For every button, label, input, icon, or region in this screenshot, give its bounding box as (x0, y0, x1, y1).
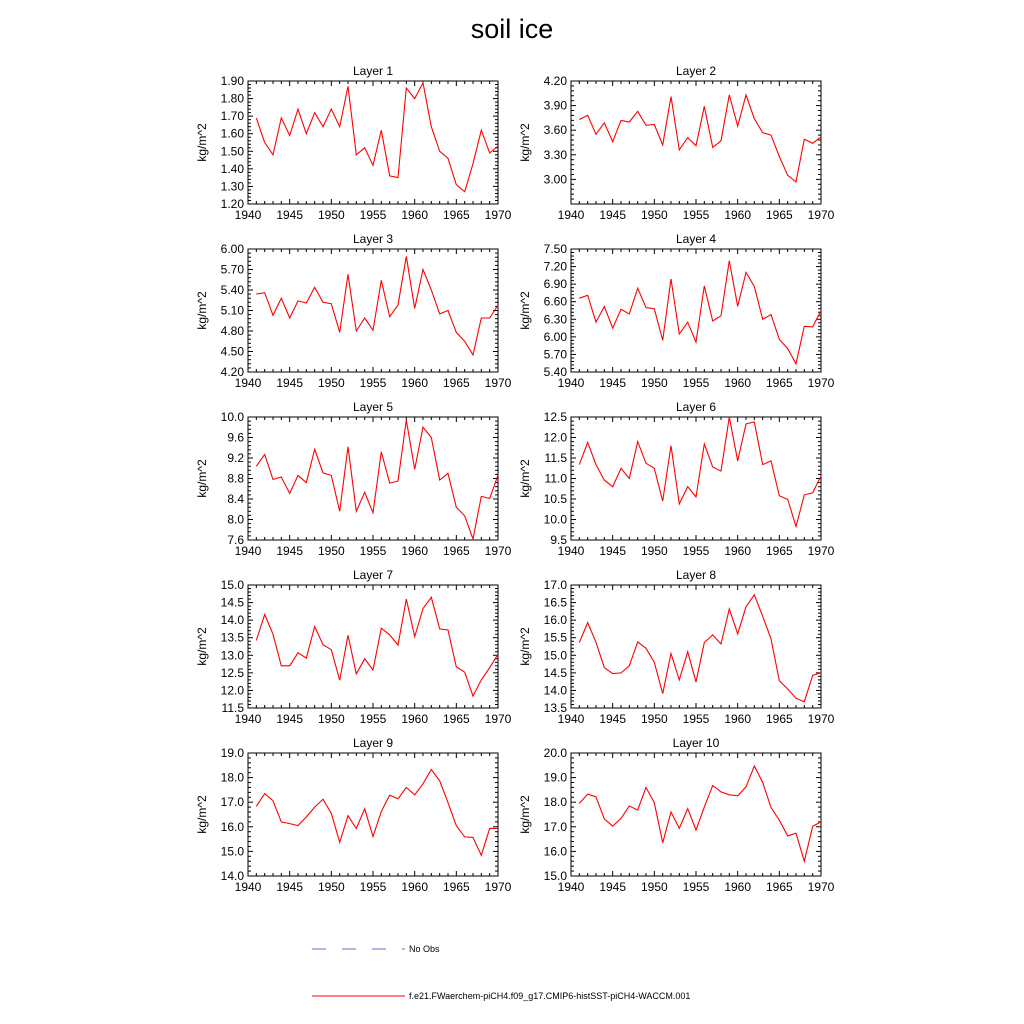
panel-title: Layer 7 (352, 568, 394, 582)
y-tick-label: 8.8 (227, 471, 244, 486)
x-tick-label: 1970 (807, 544, 835, 558)
x-tick-label: 1970 (807, 376, 835, 390)
x-tick-label: 1960 (401, 544, 429, 558)
plot-frame (571, 585, 821, 708)
y-tick-label: 16.5 (543, 595, 567, 610)
y-tick-label: 15.0 (220, 578, 244, 592)
panel-title: Layer 9 (352, 736, 394, 750)
x-tick-label: 1950 (317, 376, 345, 390)
y-tick-label: 1.80 (220, 91, 244, 106)
y-tick-label: 10.0 (543, 512, 567, 527)
y-tick-label: 5.70 (543, 347, 567, 362)
series-line (256, 83, 498, 192)
x-tick-label: 1940 (234, 208, 262, 222)
x-tick-label: 1940 (557, 208, 585, 222)
page-title: soil ice (470, 14, 554, 44)
x-tick-label: 1970 (484, 880, 512, 894)
x-tick-label: 1960 (401, 712, 429, 726)
y-tick-label: 6.00 (543, 329, 567, 344)
chart-panel-10 (518, 736, 835, 894)
x-tick-label: 1950 (640, 544, 668, 558)
x-tick-label: 1965 (442, 544, 470, 558)
y-tick-label: 7.6 (227, 533, 244, 547)
plot-frame (571, 249, 821, 372)
x-tick-label: 1950 (317, 712, 345, 726)
chart-panel-9 (195, 736, 512, 894)
y-axis-label: kg/m^2 (518, 795, 532, 834)
x-tick-label: 1965 (765, 544, 793, 558)
y-tick-label: 6.60 (543, 294, 567, 309)
x-tick-label: 1965 (765, 712, 793, 726)
y-tick-label: 4.50 (220, 344, 244, 359)
y-tick-label: 8.4 (227, 492, 244, 506)
x-tick-label: 1970 (807, 712, 835, 726)
y-tick-label: 17.0 (220, 795, 244, 810)
y-axis-label: kg/m^2 (518, 627, 532, 666)
legend-obs-label: No Obs (409, 944, 440, 954)
chart-panel-3 (195, 232, 512, 390)
x-tick-label: 1970 (484, 712, 512, 726)
y-tick-label: 1.30 (220, 179, 244, 194)
x-tick-label: 1965 (442, 376, 470, 390)
x-tick-label: 1955 (682, 712, 710, 726)
x-tick-label: 1950 (317, 880, 345, 894)
chart-panel-8 (518, 568, 835, 726)
y-tick-label: 9.6 (227, 430, 244, 445)
x-tick-label: 1970 (484, 208, 512, 222)
y-axis-label: kg/m^2 (195, 123, 209, 162)
y-tick-label: 4.80 (220, 324, 244, 338)
y-tick-label: 14.5 (220, 595, 244, 610)
y-tick-label: 15.0 (543, 648, 567, 663)
x-tick-label: 1955 (359, 544, 387, 558)
y-tick-label: 12.0 (543, 430, 567, 445)
x-tick-label: 1955 (359, 880, 387, 894)
y-tick-label: 17.0 (543, 819, 567, 834)
x-tick-label: 1945 (276, 712, 304, 726)
x-tick-label: 1945 (276, 208, 304, 222)
y-tick-label: 14.0 (220, 869, 244, 883)
y-tick-label: 1.40 (220, 161, 244, 176)
x-tick-label: 1965 (442, 208, 470, 222)
x-tick-label: 1945 (599, 208, 627, 222)
y-tick-label: 3.00 (543, 172, 567, 187)
y-tick-label: 13.5 (543, 701, 567, 715)
chart-panel-1 (195, 64, 512, 222)
x-tick-label: 1945 (599, 712, 627, 726)
x-tick-label: 1970 (807, 208, 835, 222)
y-tick-label: 11.0 (544, 471, 567, 486)
series-line (579, 766, 821, 861)
y-tick-label: 20.0 (543, 746, 567, 760)
y-tick-label: 1.60 (220, 126, 244, 141)
legend-model-label: f.e21.FWaerchem-piCH4.f09_g17.CMIP6-histSST-piCH4-WACCM.001 (409, 991, 691, 1001)
y-tick-label: 13.0 (220, 648, 244, 663)
plot-frame (248, 417, 498, 540)
x-tick-label: 1965 (442, 712, 470, 726)
x-tick-label: 1950 (640, 376, 668, 390)
x-tick-label: 1970 (484, 544, 512, 558)
plot-frame (248, 753, 498, 876)
y-tick-label: 16.0 (543, 844, 567, 859)
y-tick-label: 15.0 (220, 844, 244, 859)
y-tick-label: 11.5 (221, 701, 244, 715)
x-tick-label: 1955 (682, 544, 710, 558)
x-tick-label: 1965 (765, 880, 793, 894)
y-tick-label: 11.5 (544, 451, 567, 465)
panel-title: Layer 3 (352, 232, 394, 246)
y-tick-label: 1.70 (220, 109, 244, 124)
y-axis-label: kg/m^2 (195, 627, 209, 666)
y-tick-label: 5.70 (220, 262, 244, 277)
y-tick-label: 12.0 (220, 683, 244, 698)
plot-frame (248, 249, 498, 372)
x-tick-label: 1950 (640, 880, 668, 894)
y-tick-label: 4.20 (543, 74, 567, 88)
x-tick-label: 1955 (682, 376, 710, 390)
y-axis-label: kg/m^2 (195, 459, 209, 498)
series-line (256, 257, 498, 355)
y-tick-label: 6.30 (543, 312, 567, 327)
x-tick-label: 1940 (234, 712, 262, 726)
plot-frame (571, 417, 821, 540)
x-tick-label: 1940 (234, 544, 262, 558)
panel-title: Layer 8 (675, 568, 717, 582)
series-line (579, 261, 821, 364)
y-axis-label: kg/m^2 (195, 291, 209, 330)
series-line (256, 420, 498, 539)
y-tick-label: 12.5 (543, 410, 567, 424)
panel-title: Layer 1 (352, 64, 394, 78)
plot-frame (248, 81, 498, 204)
y-tick-label: 7.20 (543, 259, 567, 274)
series-line (256, 770, 498, 856)
series-line (256, 597, 498, 696)
y-tick-label: 14.5 (543, 665, 567, 680)
y-tick-label: 1.50 (220, 144, 244, 159)
x-tick-label: 1955 (682, 208, 710, 222)
y-tick-label: 1.90 (220, 74, 244, 88)
y-tick-label: 10.0 (220, 410, 244, 424)
y-tick-label: 8.0 (227, 512, 244, 527)
y-tick-label: 6.90 (543, 277, 567, 292)
y-tick-label: 12.5 (220, 665, 244, 680)
x-tick-label: 1940 (557, 712, 585, 726)
chart-panel-7 (195, 568, 512, 726)
x-tick-label: 1955 (682, 880, 710, 894)
x-tick-label: 1970 (484, 376, 512, 390)
x-tick-label: 1945 (599, 544, 627, 558)
y-tick-label: 1.20 (220, 197, 244, 211)
x-tick-label: 1960 (724, 880, 752, 894)
x-tick-label: 1960 (401, 880, 429, 894)
legend (312, 944, 690, 1001)
y-tick-label: 16.0 (220, 819, 244, 834)
x-tick-label: 1955 (359, 712, 387, 726)
x-tick-label: 1965 (765, 376, 793, 390)
x-tick-label: 1940 (234, 376, 262, 390)
chart-panel-6 (518, 400, 835, 558)
y-axis-label: kg/m^2 (195, 795, 209, 834)
y-tick-label: 5.10 (220, 303, 244, 318)
x-tick-label: 1945 (276, 880, 304, 894)
x-tick-label: 1965 (765, 208, 793, 222)
chart-panel-2 (518, 64, 835, 222)
y-tick-label: 16.0 (543, 613, 567, 628)
y-tick-label: 7.50 (543, 242, 567, 256)
y-tick-label: 19.0 (220, 746, 244, 760)
y-tick-label: 4.20 (220, 365, 244, 379)
series-line (579, 417, 821, 527)
series-line (579, 95, 821, 182)
x-tick-label: 1940 (234, 880, 262, 894)
y-tick-label: 9.5 (550, 533, 567, 547)
panel-title: Layer 2 (675, 64, 717, 78)
panel-title: Layer 6 (675, 400, 717, 414)
plot-frame (248, 585, 498, 708)
y-tick-label: 5.40 (543, 365, 567, 379)
y-tick-label: 9.2 (227, 451, 244, 465)
y-axis-label: kg/m^2 (518, 291, 532, 330)
series-line (579, 595, 821, 702)
y-tick-label: 6.00 (220, 242, 244, 256)
panel-title: Layer 4 (675, 232, 717, 246)
x-tick-label: 1960 (724, 712, 752, 726)
y-axis-label: kg/m^2 (518, 123, 532, 162)
x-tick-label: 1940 (557, 376, 585, 390)
x-tick-label: 1955 (359, 208, 387, 222)
x-tick-label: 1965 (442, 880, 470, 894)
y-tick-label: 3.30 (543, 147, 567, 162)
x-tick-label: 1950 (640, 712, 668, 726)
x-tick-label: 1970 (807, 880, 835, 894)
x-tick-label: 1950 (640, 208, 668, 222)
x-tick-label: 1960 (724, 376, 752, 390)
x-tick-label: 1950 (317, 208, 345, 222)
x-tick-label: 1945 (599, 376, 627, 390)
y-tick-label: 10.5 (543, 492, 567, 506)
panel-title: Layer 10 (672, 736, 720, 750)
y-tick-label: 14.0 (543, 683, 567, 698)
chart-panel-5 (195, 400, 512, 558)
x-tick-label: 1940 (557, 880, 585, 894)
y-tick-label: 5.40 (220, 283, 244, 297)
x-tick-label: 1960 (401, 208, 429, 222)
x-tick-label: 1945 (599, 880, 627, 894)
x-tick-label: 1945 (276, 376, 304, 390)
panel-title: Layer 5 (352, 400, 394, 414)
x-tick-label: 1955 (359, 376, 387, 390)
y-tick-label: 3.90 (543, 98, 567, 113)
y-tick-label: 15.5 (543, 630, 567, 645)
x-tick-label: 1940 (557, 544, 585, 558)
y-tick-label: 17.0 (543, 578, 567, 592)
y-tick-label: 3.60 (543, 123, 567, 138)
y-tick-label: 18.0 (543, 795, 567, 810)
x-tick-label: 1960 (401, 376, 429, 390)
plot-frame (571, 81, 821, 204)
plot-frame (571, 753, 821, 876)
y-tick-label: 14.0 (220, 613, 244, 628)
y-tick-label: 15.0 (543, 869, 567, 883)
y-tick-label: 13.5 (220, 630, 244, 645)
y-tick-label: 18.0 (220, 770, 244, 785)
x-tick-label: 1950 (317, 544, 345, 558)
y-tick-label: 19.0 (543, 770, 567, 785)
x-tick-label: 1945 (276, 544, 304, 558)
x-tick-label: 1960 (724, 544, 752, 558)
x-tick-label: 1960 (724, 208, 752, 222)
y-axis-label: kg/m^2 (518, 459, 532, 498)
chart-panel-4 (518, 232, 835, 390)
